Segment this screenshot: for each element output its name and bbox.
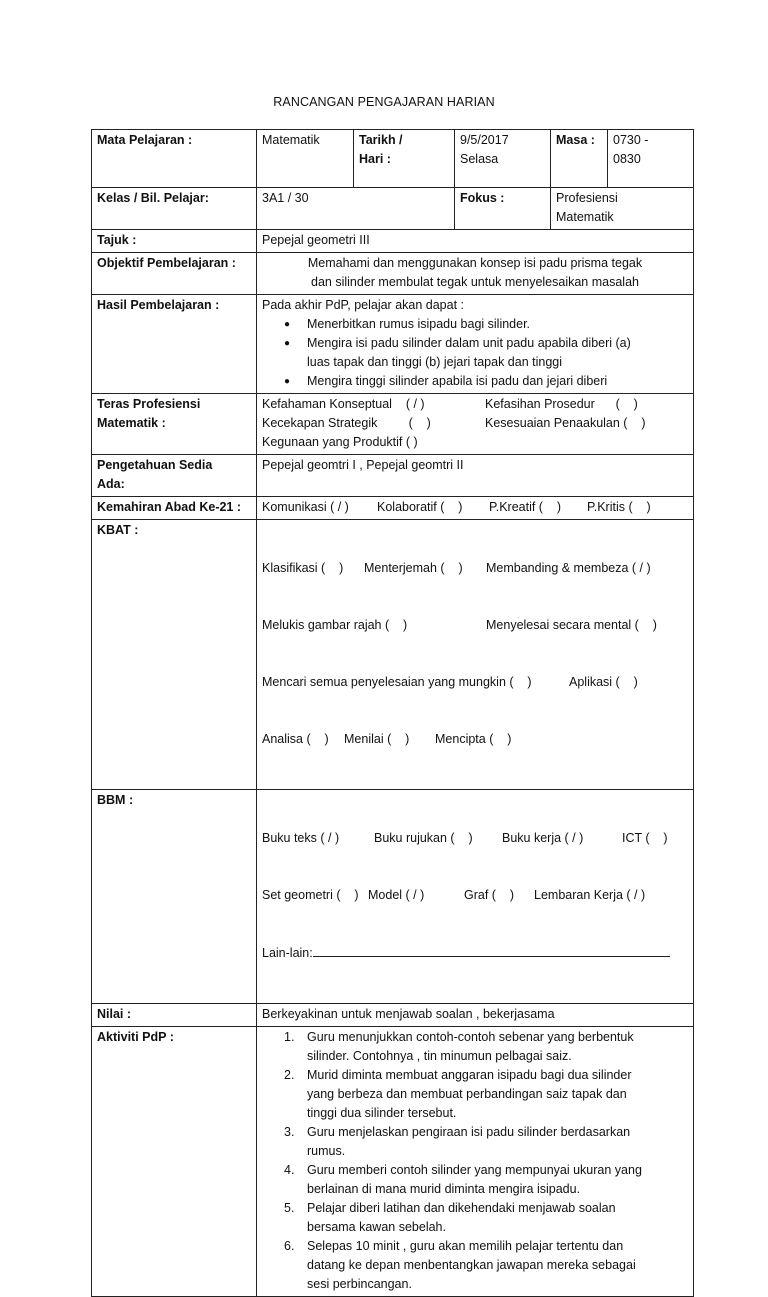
list-item: 3. Guru menjelaskan pengiraan isi padu silinder berdasarkan rumus. [284, 1125, 631, 1158]
pengetahuan-value: Pepejal geomtri I , Pepejal geomtri II [257, 455, 694, 497]
kemahiran-label: Kemahiran Abad Ke-21 : [92, 497, 257, 520]
row-bbm [92, 790, 694, 1004]
row-aktiviti [92, 1027, 694, 1297]
pengetahuan-label: Pengetahuan Sedia Ada: [92, 455, 257, 497]
objektif-label: Objektif Pembelajaran : [92, 253, 257, 295]
aktiviti-label: Aktiviti PdP : [92, 1027, 257, 1297]
lain-lain-blank-line [313, 943, 670, 957]
list-item: 4. Guru memberi contoh silinder yang mempunyai ukuran yang berlainan di mana murid diminta mengira isipadu. [284, 1163, 642, 1196]
nilai-value: Berkeyakinan untuk menjawab soalan , bekerjasama [257, 1004, 694, 1027]
row-pengetahuan [92, 455, 694, 497]
tajuk-label: Tajuk : [92, 230, 257, 253]
list-item: ● Mengira tinggi silinder apabila isi padu dan jejari diberi [307, 372, 688, 391]
hasil-intro: Pada akhir PdP, pelajar akan dapat : [262, 298, 464, 312]
list-item: 2. Murid diminta membuat anggaran isipadu bagi dua silinder yang berbeza dan membuat perbandingan saiz tapak dan tinggi dua silinder tersebut. [284, 1068, 632, 1120]
masa-label: Masa : [551, 130, 608, 188]
hasil-list [262, 315, 688, 391]
kelas-value: 3A1 / 30 [257, 188, 455, 230]
list-item: ● Menerbitkan rumus isipadu bagi silinder. [307, 315, 688, 334]
row-hasil [92, 295, 694, 394]
row-mata-pelajaran [92, 130, 694, 188]
kemahiran-value: Komunikasi ( / ) Kolaboratif ( ) P.Kreatif ( ) P.Kritis ( ) [257, 497, 694, 520]
list-item: 1. Guru menunjukkan contoh-contoh sebenar yang berbentuk silinder. Contohnya , tin minumun pelbagai saiz. [284, 1030, 634, 1063]
row-tajuk [92, 230, 694, 253]
page-title: RANCANGAN PENGAJARAN HARIAN [273, 95, 495, 109]
row-kelas [92, 188, 694, 230]
aktiviti-value [257, 1027, 694, 1297]
tajuk-value: Pepejal geometri III [257, 230, 694, 253]
fokus-label: Fokus : [455, 188, 551, 230]
fokus-value: Profesiensi Matematik [551, 188, 694, 230]
objektif-value: Memahami dan menggunakan konsep isi padu prisma tegak dan silinder membulat tegak untuk menyelesaikan masalah [257, 253, 694, 295]
teras-value: Kefahaman Konseptual ( / ) Kefasihan Prosedur ( ) Kecekapan Strategik ( ) Kesesuaian Penaakulan ( ) Kegunaan yang Produktif ( ) [257, 394, 694, 455]
mata-pelajaran-label: Mata Pelajaran : [92, 130, 257, 188]
bbm-label: BBM : [92, 790, 257, 1004]
row-nilai [92, 1004, 694, 1027]
kelas-label: Kelas / Bil. Pelajar: [92, 188, 257, 230]
row-objektif [92, 253, 694, 295]
hasil-value [257, 295, 694, 394]
row-kemahiran [92, 497, 694, 520]
mata-pelajaran-value: Matematik [257, 130, 354, 188]
aktiviti-list [262, 1028, 688, 1294]
row-teras [92, 394, 694, 455]
bbm-value: Buku teks ( / ) Buku rujukan ( ) Buku kerja ( / ) ICT ( ) Set geometri ( ) Model ( / ) Graf ( ) Lembaran Kerja ( / ) Lain-lain: [257, 790, 694, 1004]
row-kbat [92, 520, 694, 790]
tarikh-value: 9/5/2017 Selasa [455, 130, 551, 188]
list-item: ● Mengira isi padu silinder dalam unit padu apabila diberi (a) luas tapak dan tinggi (b) jejari tapak dan tinggi [307, 334, 688, 372]
kbat-label: KBAT : [92, 520, 257, 790]
list-item: 6. Selepas 10 minit , guru akan memilih pelajar tertentu dan datang ke depan menbentangkan jawapan mereka sebagai sesi perbincangan. [284, 1239, 636, 1291]
lesson-plan-table [91, 129, 694, 1297]
list-item: 5. Pelajar diberi latihan dan dikehendaki menjawab soalan bersama kawan sebelah. [284, 1201, 616, 1234]
masa-value: 0730 - 0830 [608, 130, 694, 188]
kbat-value: Klasifikasi ( ) Menterjemah ( ) Membanding & membeza ( / ) Melukis gambar rajah ( ) Menyelesai secara mental ( ) Mencari semua penyelesaian yang mungkin ( ) Aplikasi ( ) Analisa ( ) Menilai ( ) Mencipta ( ) [257, 520, 694, 790]
tarikh-label: Tarikh / Hari : [354, 130, 455, 188]
nilai-label: Nilai : [92, 1004, 257, 1027]
hasil-label: Hasil Pembelajaran : [92, 295, 257, 394]
teras-label: Teras Profesiensi Matematik : [92, 394, 257, 455]
